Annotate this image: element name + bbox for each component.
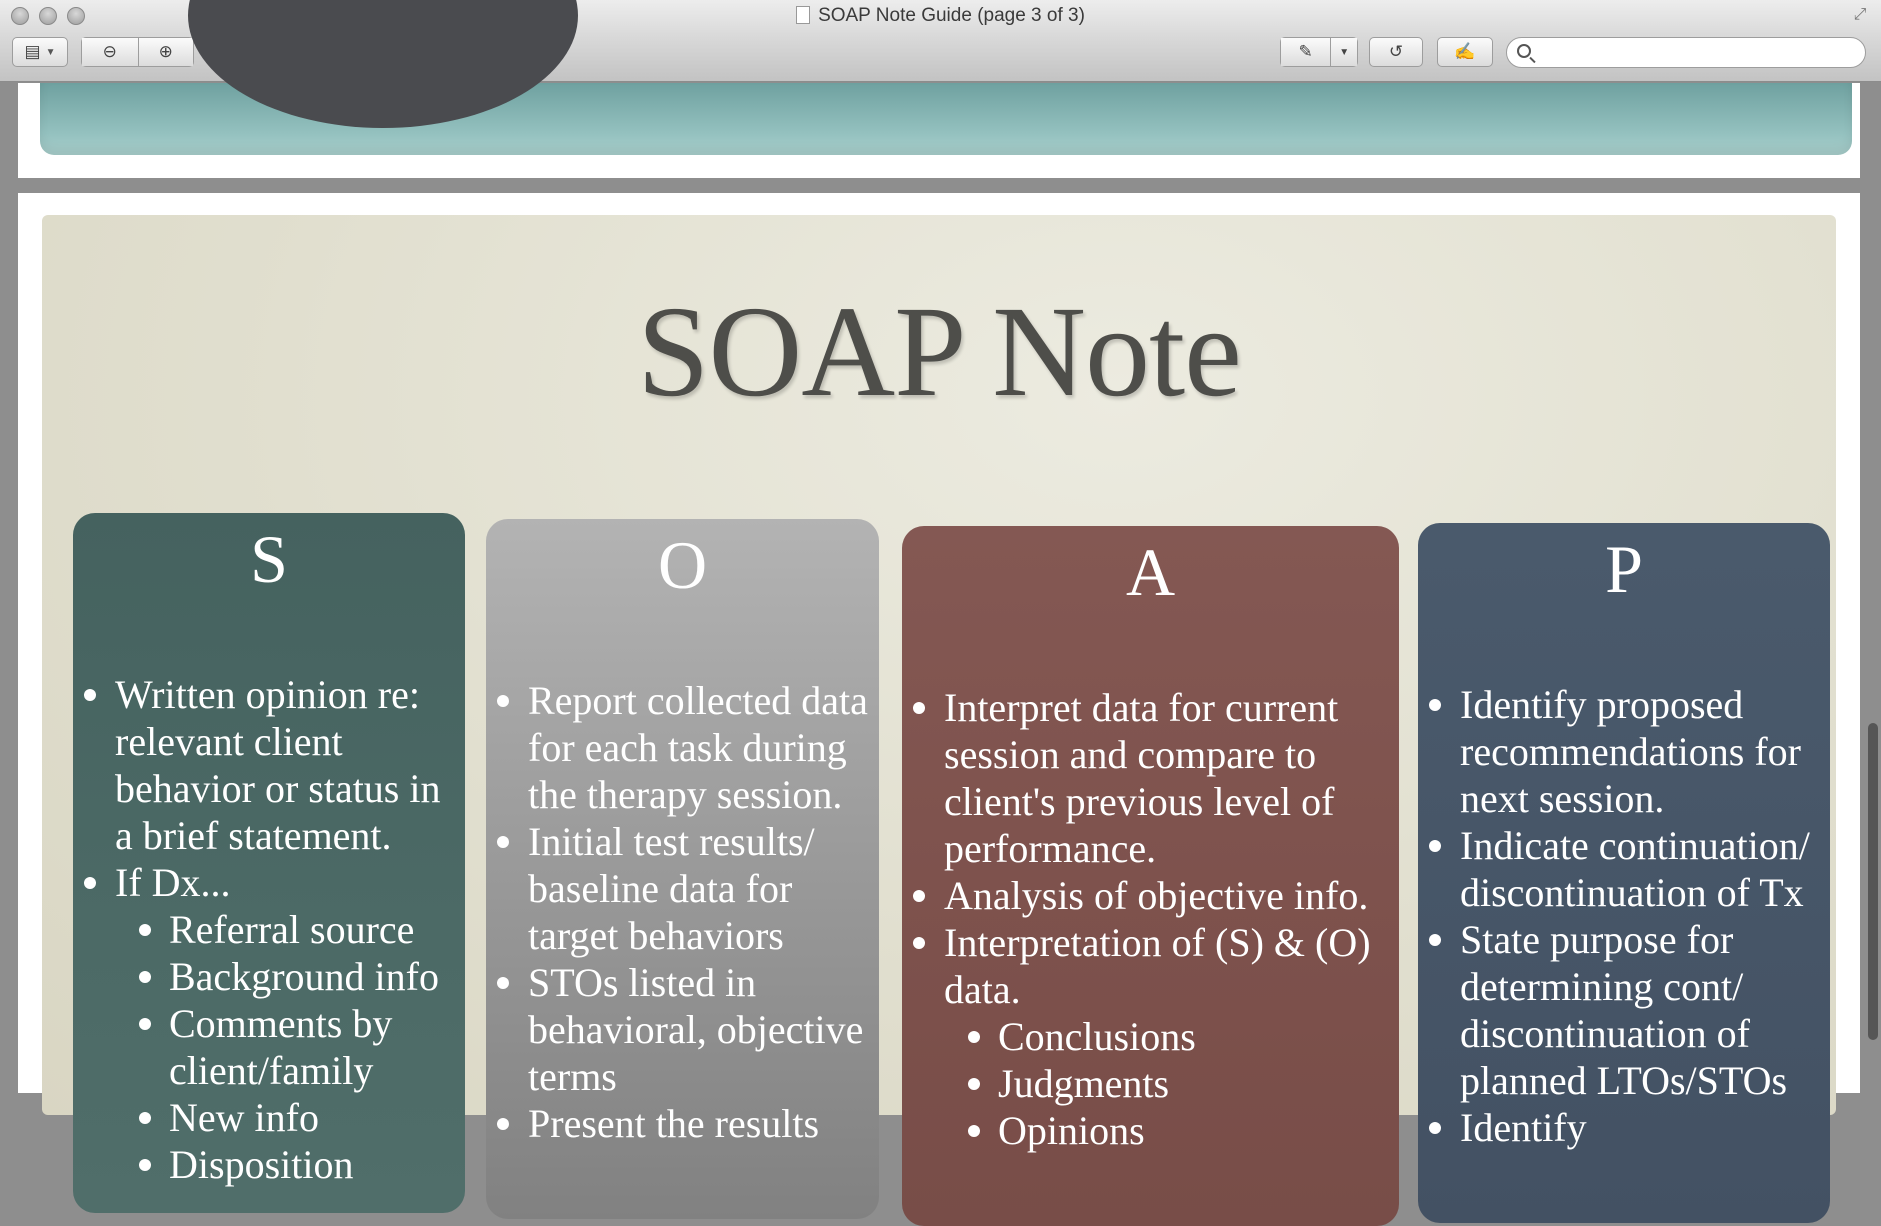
list-subitem: Disposition: [81, 1141, 461, 1188]
current-page: [18, 193, 1860, 1187]
rotate-button[interactable]: [1369, 37, 1423, 67]
list-item: Interpretation of (S) & (O) data.: [910, 919, 1395, 1013]
zoom-in-button[interactable]: [138, 38, 194, 66]
list-subitem: Referral source: [81, 906, 461, 953]
list-subitem: Conclusions: [910, 1013, 1395, 1060]
list-item: Written opinion re: relevant client behavior or status in a brief statement.: [81, 671, 461, 859]
markup-control: [1280, 37, 1358, 67]
edit-icon: ✍: [1454, 42, 1476, 61]
chevron-down-icon: ▼: [1339, 46, 1350, 58]
zoom-in-icon: ⊕: [158, 42, 173, 61]
search-field[interactable]: [1506, 37, 1866, 68]
list-item: If Dx...: [81, 859, 461, 906]
vertical-scrollbar[interactable]: [1863, 83, 1881, 1080]
list-item: Identify: [1426, 1104, 1826, 1151]
list-item: STOs listed in behavioral, objective terms: [494, 959, 879, 1100]
pen-icon: ✎: [1298, 42, 1313, 61]
soap-card-plan: [1418, 523, 1830, 1223]
sidebar-icon: ▤: [24, 42, 41, 61]
search-input[interactable]: [1541, 42, 1851, 64]
card-list: [494, 677, 879, 1147]
list-item: Report collected data for each task during the therapy session.: [494, 677, 879, 818]
soap-card-assessment: [902, 526, 1399, 1226]
card-list: [910, 684, 1395, 1154]
previous-page: [18, 83, 1860, 178]
document-viewer[interactable]: [0, 83, 1881, 1187]
list-item: Interpret data for current session and compare to client's previous level of performance.: [910, 684, 1395, 872]
list-item: Initial test results/ baseline data for target behaviors: [494, 818, 879, 959]
document-icon: [796, 6, 810, 24]
card-letter: P: [1605, 531, 1643, 607]
list-item: State purpose for determining cont/ discontinuation of planned LTOs/STOs: [1426, 916, 1826, 1104]
list-subitem: Background info: [81, 953, 461, 1000]
scrollbar-thumb[interactable]: [1868, 723, 1878, 1040]
sidebar-view-button[interactable]: [12, 37, 68, 67]
list-item: Present the results: [494, 1100, 879, 1147]
slide-title: SOAP Note: [637, 280, 1241, 424]
markup-menu-button[interactable]: [1330, 38, 1357, 66]
list-item: Indicate continuation/ discontinuation of Tx: [1426, 822, 1826, 916]
fullscreen-icon[interactable]: ⤢: [1853, 6, 1867, 23]
card-list: [1426, 681, 1826, 1151]
soap-card-subjective: [73, 513, 465, 1213]
rotate-icon: ↺: [1388, 42, 1404, 61]
card-letter: O: [657, 527, 708, 603]
list-subitem: New info: [81, 1094, 461, 1141]
zoom-out-button[interactable]: [82, 38, 138, 66]
edit-toolbar-button[interactable]: [1437, 37, 1493, 67]
window-title-text: SOAP Note Guide (page 3 of 3): [818, 5, 1085, 26]
card-list: [81, 671, 461, 1188]
search-icon: [1517, 44, 1531, 58]
zoom-out-icon: ⊖: [102, 42, 117, 61]
list-subitem: Opinions: [910, 1107, 1395, 1154]
zoom-control: [81, 37, 194, 67]
list-item: Identify proposed recommendations for next session.: [1426, 681, 1826, 822]
markup-button[interactable]: [1281, 38, 1330, 66]
card-letter: S: [250, 521, 288, 597]
list-subitem: Judgments: [910, 1060, 1395, 1107]
soap-card-objective: [486, 519, 879, 1219]
chevron-down-icon: ▼: [45, 46, 56, 58]
card-letter: A: [1125, 534, 1176, 610]
list-subitem: Comments by client/family: [81, 1000, 461, 1094]
list-item: Analysis of objective info.: [910, 872, 1395, 919]
